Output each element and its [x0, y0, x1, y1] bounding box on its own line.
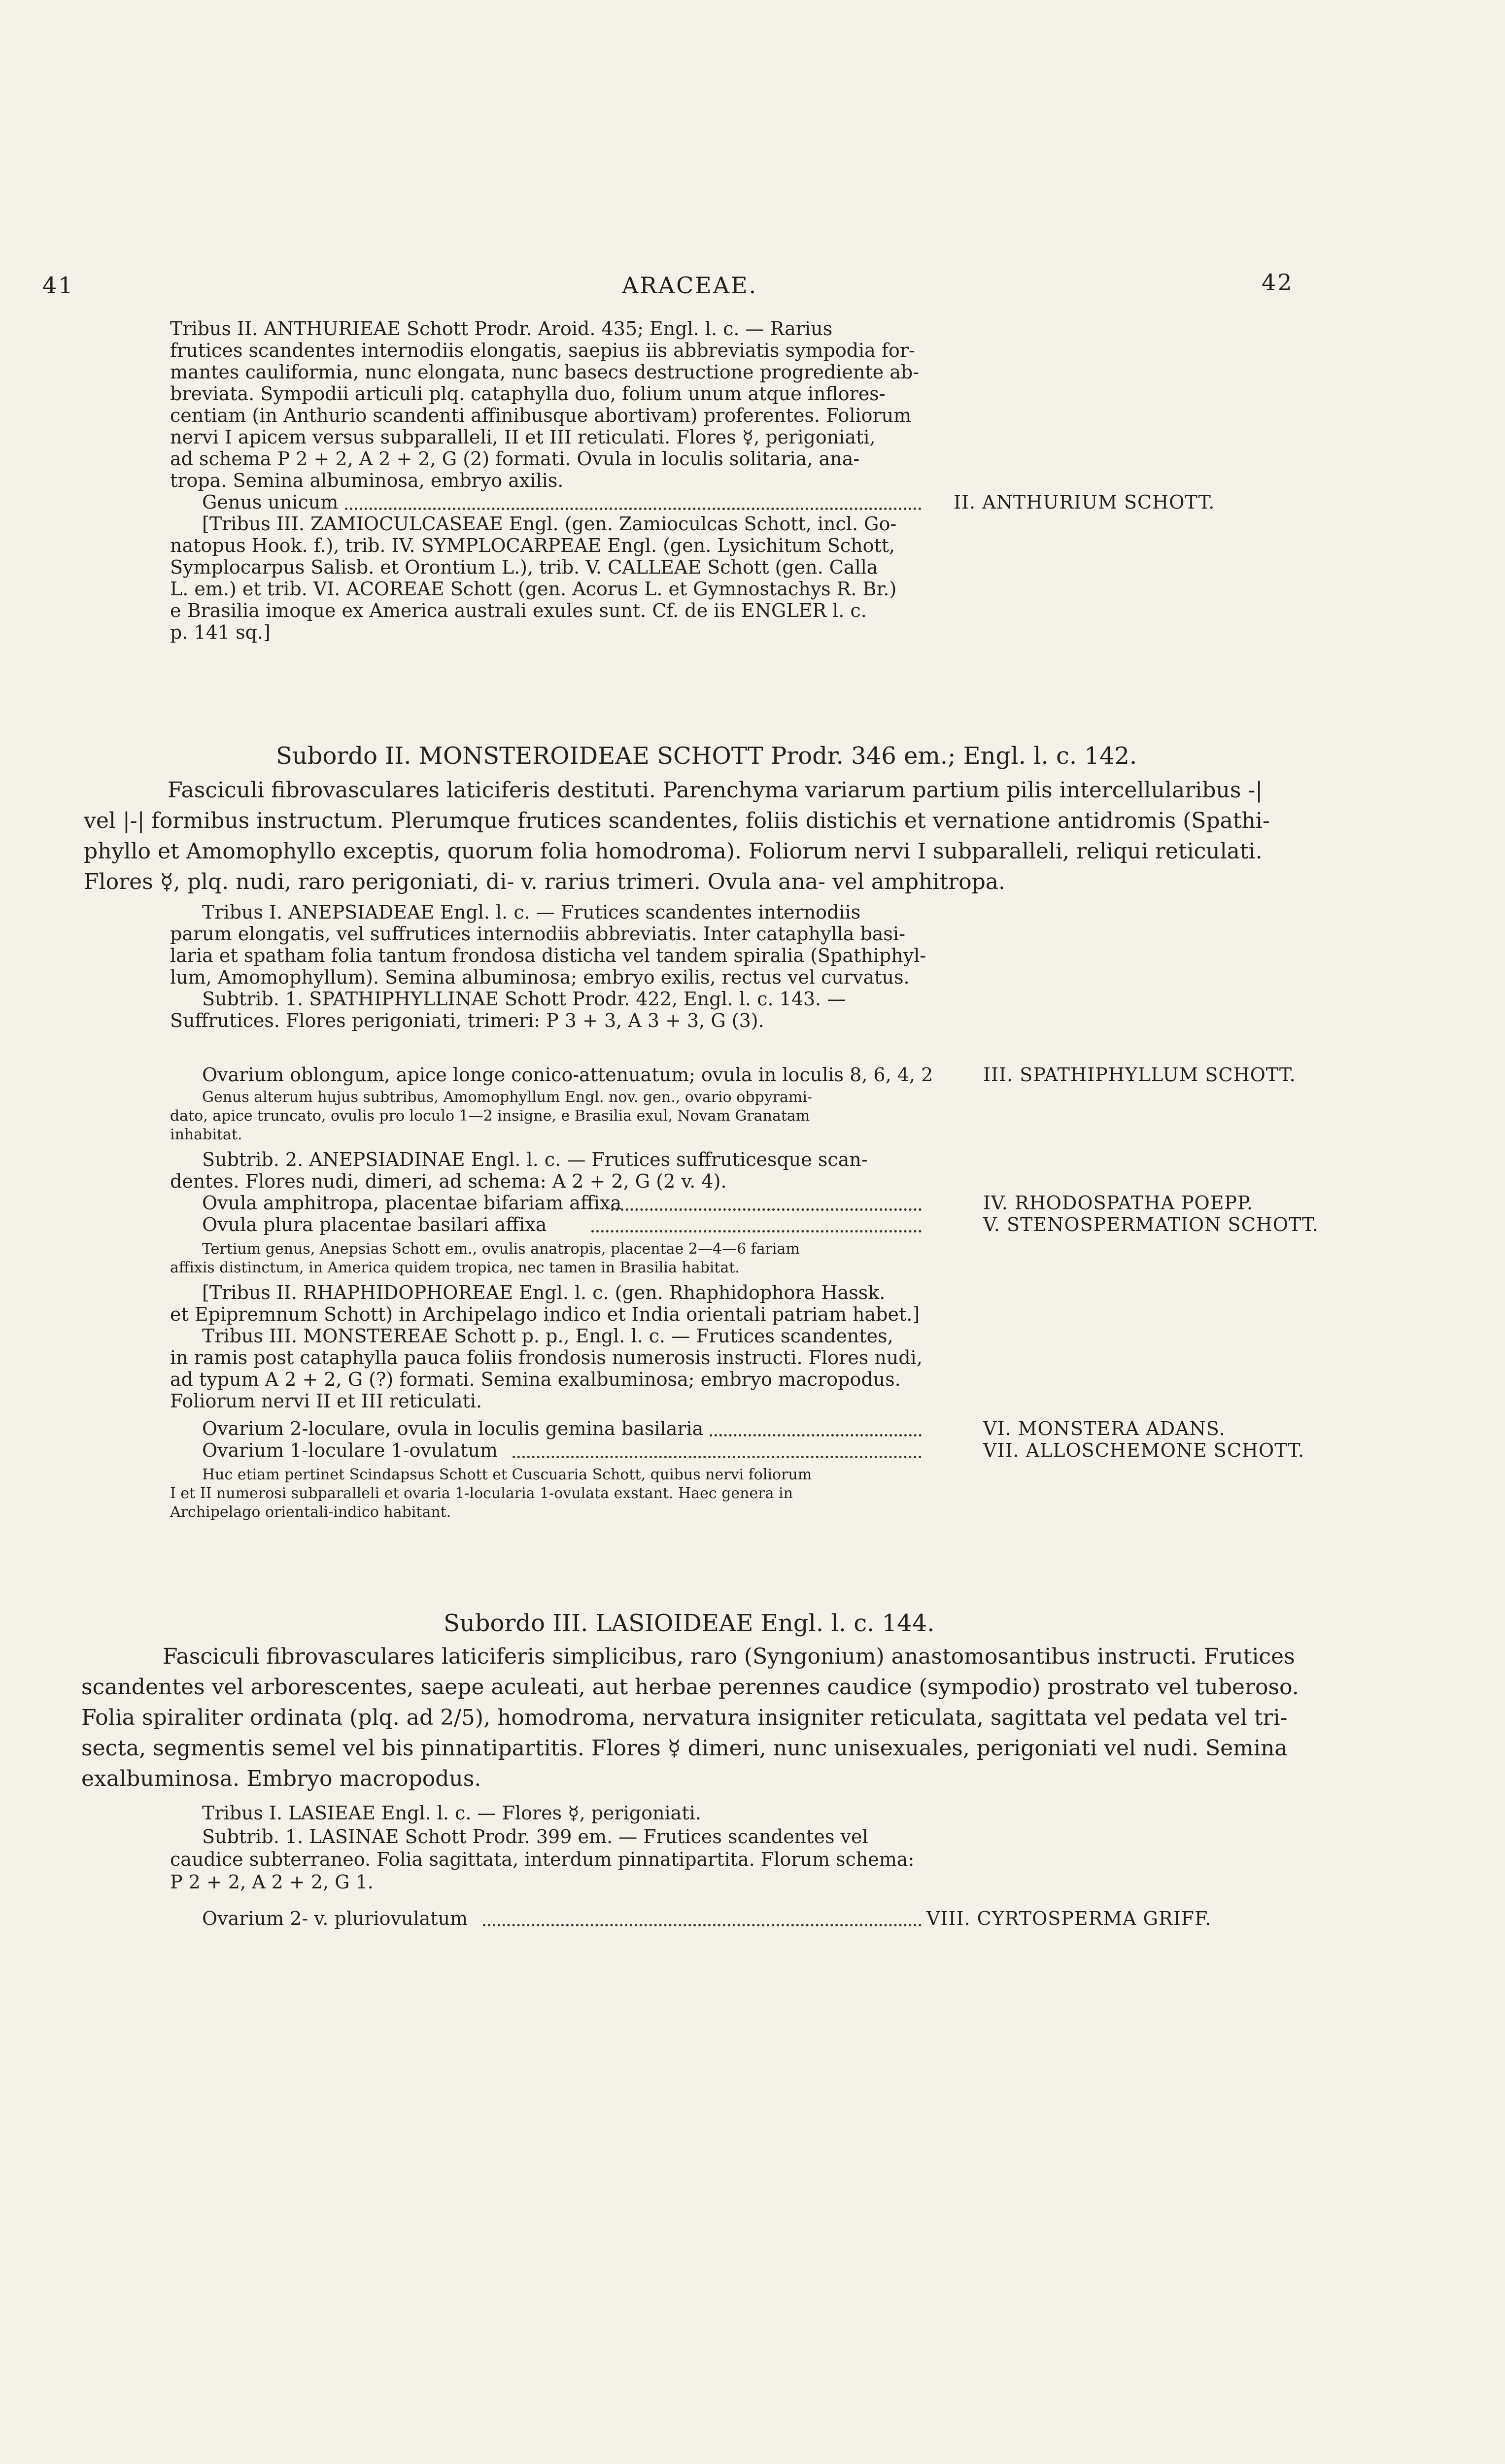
- text-line: P 2 + 2, A 2 + 2, G 1.: [170, 1871, 374, 1893]
- text-line: Subtrib. 1. LASINAE Schott Prodr. 399 em. — Frutices scandentes vel: [202, 1826, 868, 1848]
- genus-name: VII. ALLOSCHEMONE SCHOTT.: [983, 1439, 1305, 1461]
- genus-name: V. STENOSPERMATION SCHOTT.: [983, 1214, 1319, 1235]
- text-line: centiam (in Anthurio scandenti affinibusque abortivam) proferentes. Foliorum: [170, 405, 912, 426]
- genus-name: II. ANTHURIUM SCHOTT.: [954, 491, 1215, 513]
- text-line: laria et spatham folia tantum frondosa disticha vel tandem spiralia (Spathiphyl-: [170, 945, 926, 966]
- running-title: ARACEAE.: [622, 272, 758, 299]
- key-line: Ovarium 2-loculare, ovula in loculis gemina basilaria: [202, 1418, 704, 1439]
- text-line: Tribus III. MONSTEREAE Schott p. p., Engl. l. c. — Frutices scandentes,: [202, 1325, 893, 1347]
- small-note: inhabitat.: [170, 1126, 242, 1143]
- text-line: Subtrib. 1. SPATHIPHYLLINAE Schott Prodr. 422, Engl. l. c. 143. —: [202, 988, 846, 1010]
- leader-dots: [483, 1924, 922, 1926]
- small-note: Archipelago orientali-indico habitant.: [170, 1504, 451, 1521]
- text-line: L. em.) et trib. VI. ACOREAE Schott (gen. Acorus L. et Gymnostachys R. Br.): [170, 578, 897, 600]
- text-line: in ramis post cataphylla pauca foliis frondosis numerosis instructi. Flores nudi,: [170, 1347, 923, 1369]
- text-line: [Tribus II. RHAPHIDOPHOREAE Engl. l. c. (gen. Rhaphidophora Hassk.: [202, 1282, 886, 1303]
- small-note: I et II numerosi subparalleli et ovaria 1-locularia 1-ovulata exstant. Haec genera in: [170, 1485, 793, 1502]
- text-line: et Epipremnum Schott) in Archipelago indico et India orientali patriam habet.]: [170, 1303, 920, 1325]
- text-line: natopus Hook. f.), trib. IV. SYMPLOCARPEAE Engl. (gen. Lysichitum Schott,: [170, 535, 895, 556]
- text-line: vel |-| formibus instructum. Plerumque frutices scandentes, foliis distichis et vernatione antidromis (Spathi-: [84, 808, 1270, 833]
- text-line: lum, Amomophyllum). Semina albuminosa; embryo exilis, rectus vel curvatus.: [170, 966, 910, 988]
- text-line: [Tribus III. ZAMIOCULCASEAE Engl. (gen. Zamioculcas Schott, incl. Go-: [202, 513, 897, 535]
- genus-name: VIII. CYRTOSPERMA GRIFF.: [926, 1908, 1212, 1929]
- text-line: Suffrutices. Flores perigoniati, trimeri: P 3 + 3, A 3 + 3, G (3).: [170, 1010, 764, 1031]
- leader-dots: [611, 1208, 922, 1211]
- left-page-number: 41: [42, 272, 74, 299]
- text-line: tropa. Semina albuminosa, embryo axilis.: [170, 470, 564, 491]
- text-line: Tribus II. ANTHURIEAE Schott Prodr. Aroid. 435; Engl. l. c. — Rarius: [170, 318, 833, 340]
- key-line: Ovarium 1-loculare 1-ovulatum: [202, 1439, 498, 1461]
- text-line: ad schema P 2 + 2, A 2 + 2, G (2) formati. Ovula in loculis solitaria, ana-: [170, 448, 860, 470]
- leader-dots: [710, 1434, 922, 1437]
- text-line: Ovarium oblongum, apice longe conico-attenuatum; ovula in loculis 8, 6, 4, 2: [202, 1064, 933, 1086]
- text-line: Folia spiraliter ordinata (plq. ad 2/5), homodroma, nervatura insigniter reticulata, sagittata vel pedata vel tri-: [81, 1705, 1288, 1730]
- text-line: e Brasilia imoque ex America australi exules sunt. Cf. de iis ENGLER l. c.: [170, 600, 867, 621]
- text-line: p. 141 sq.]: [170, 621, 271, 643]
- leader-dots: [513, 1456, 922, 1458]
- text-line: Foliorum nervi II et III reticulati.: [170, 1390, 482, 1412]
- text-line: dentes. Flores nudi, dimeri, ad schema: A 2 + 2, G (2 v. 4).: [170, 1170, 727, 1192]
- text-line: parum elongatis, vel suffrutices internodiis abbreviatis. Inter cataphylla basi-: [170, 923, 905, 945]
- text-line: mantes cauliformia, nunc elongata, nunc basecs destructione progrediente ab-: [170, 361, 920, 383]
- small-note: dato, apice truncato, ovulis pro loculo 1—2 insigne, e Brasilia exul, Novam Granatam: [170, 1107, 810, 1125]
- small-note: Tertium genus, Anepsias Schott em., ovulis anatropis, placentae 2—4—6 fariam: [202, 1240, 800, 1258]
- text-line: exalbuminosa. Embryo macropodus.: [81, 1766, 481, 1791]
- text-line: ad typum A 2 + 2, G (?) formati. Semina exalbuminosa; embryo macropodus.: [170, 1369, 901, 1390]
- genus-name: VI. MONSTERA ADANS.: [983, 1418, 1226, 1439]
- section-heading: Subordo III. LASIOIDEAE Engl. l. c. 144.: [444, 1609, 935, 1637]
- text-line: Fasciculi fibrovasculares laticiferis destituti. Parenchyma variarum partium pilis intercellularibus -|: [168, 778, 1263, 803]
- leader-dots: [345, 508, 922, 510]
- key-line: Ovula plura placentae basilari affixa: [202, 1214, 547, 1235]
- text-line: Flores ☿, plq. nudi, raro perigoniati, di- v. rarius trimeri. Ovula ana- vel amphitropa.: [84, 869, 1005, 894]
- section-heading: Subordo II. MONSTEROIDEAE SCHOTT Prodr. 346 em.; Engl. l. c. 142.: [276, 742, 1137, 770]
- genus-name: III. SPATHIPHYLLUM SCHOTT.: [983, 1064, 1296, 1086]
- text-line: phyllo et Amomophyllo exceptis, quorum folia homodroma). Foliorum nervi I subparalleli, reliqui reticulati.: [84, 839, 1263, 864]
- key-line: Ovarium 2- v. pluriovulatum: [202, 1908, 468, 1929]
- text-line: Subtrib. 2. ANEPSIADINAE Engl. l. c. — Frutices suffruticesque scan-: [202, 1149, 868, 1170]
- text-line: scandentes vel arborescentes, saepe aculeati, aut herbae perennes caudice (sympodio) prostrato vel tuberoso.: [81, 1675, 1299, 1700]
- text-line: breviata. Sympodii articuli plq. cataphylla duo, folium unum atque inflores-: [170, 383, 886, 405]
- leader-dots: [591, 1230, 922, 1232]
- key-line: Ovula amphitropa, placentae bifariam affixa: [202, 1192, 622, 1214]
- right-page-number: 42: [1262, 269, 1294, 296]
- text-line: Symplocarpus Salisb. et Orontium L.), trib. V. CALLEAE Schott (gen. Calla: [170, 556, 878, 578]
- text-line: nervi I apicem versus subparalleli, II et III reticulati. Flores ☿, perigoniati,: [170, 426, 876, 448]
- text-line: Fasciculi fibrovasculares laticiferis simplicibus, raro (Syngonium) anastomosantibus instructi. Frutices: [163, 1644, 1295, 1669]
- text-line: frutices scandentes internodiis elongatis, saepius iis abbreviatis sympodia for-: [170, 340, 915, 361]
- text-line: caudice subterraneo. Folia sagittata, interdum pinnatipartita. Florum schema:: [170, 1848, 915, 1870]
- text-line: Tribus I. LASIEAE Engl. l. c. — Flores ☿, perigoniati.: [202, 1802, 701, 1824]
- small-note: Huc etiam pertinet Scindapsus Schott et Cuscuaria Schott, quibus nervi foliorum: [202, 1466, 812, 1483]
- small-note: affixis distinctum, in America quidem tropica, nec tamen in Brasilia habitat.: [170, 1259, 740, 1276]
- text-line: Tribus I. ANEPSIADEAE Engl. l. c. — Frutices scandentes internodiis: [202, 901, 861, 923]
- genus-name: IV. RHODOSPATHA POEPP.: [983, 1192, 1253, 1214]
- small-note: Genus alterum hujus subtribus, Amomophyllum Engl. nov. gen., ovario obpyrami-: [202, 1089, 813, 1106]
- text-line: secta, segmentis semel vel bis pinnatipartitis. Flores ☿ dimeri, nunc unisexuales, perigoniati vel nudi. Semina: [81, 1736, 1288, 1761]
- genus-key-label: Genus unicum: [202, 491, 339, 513]
